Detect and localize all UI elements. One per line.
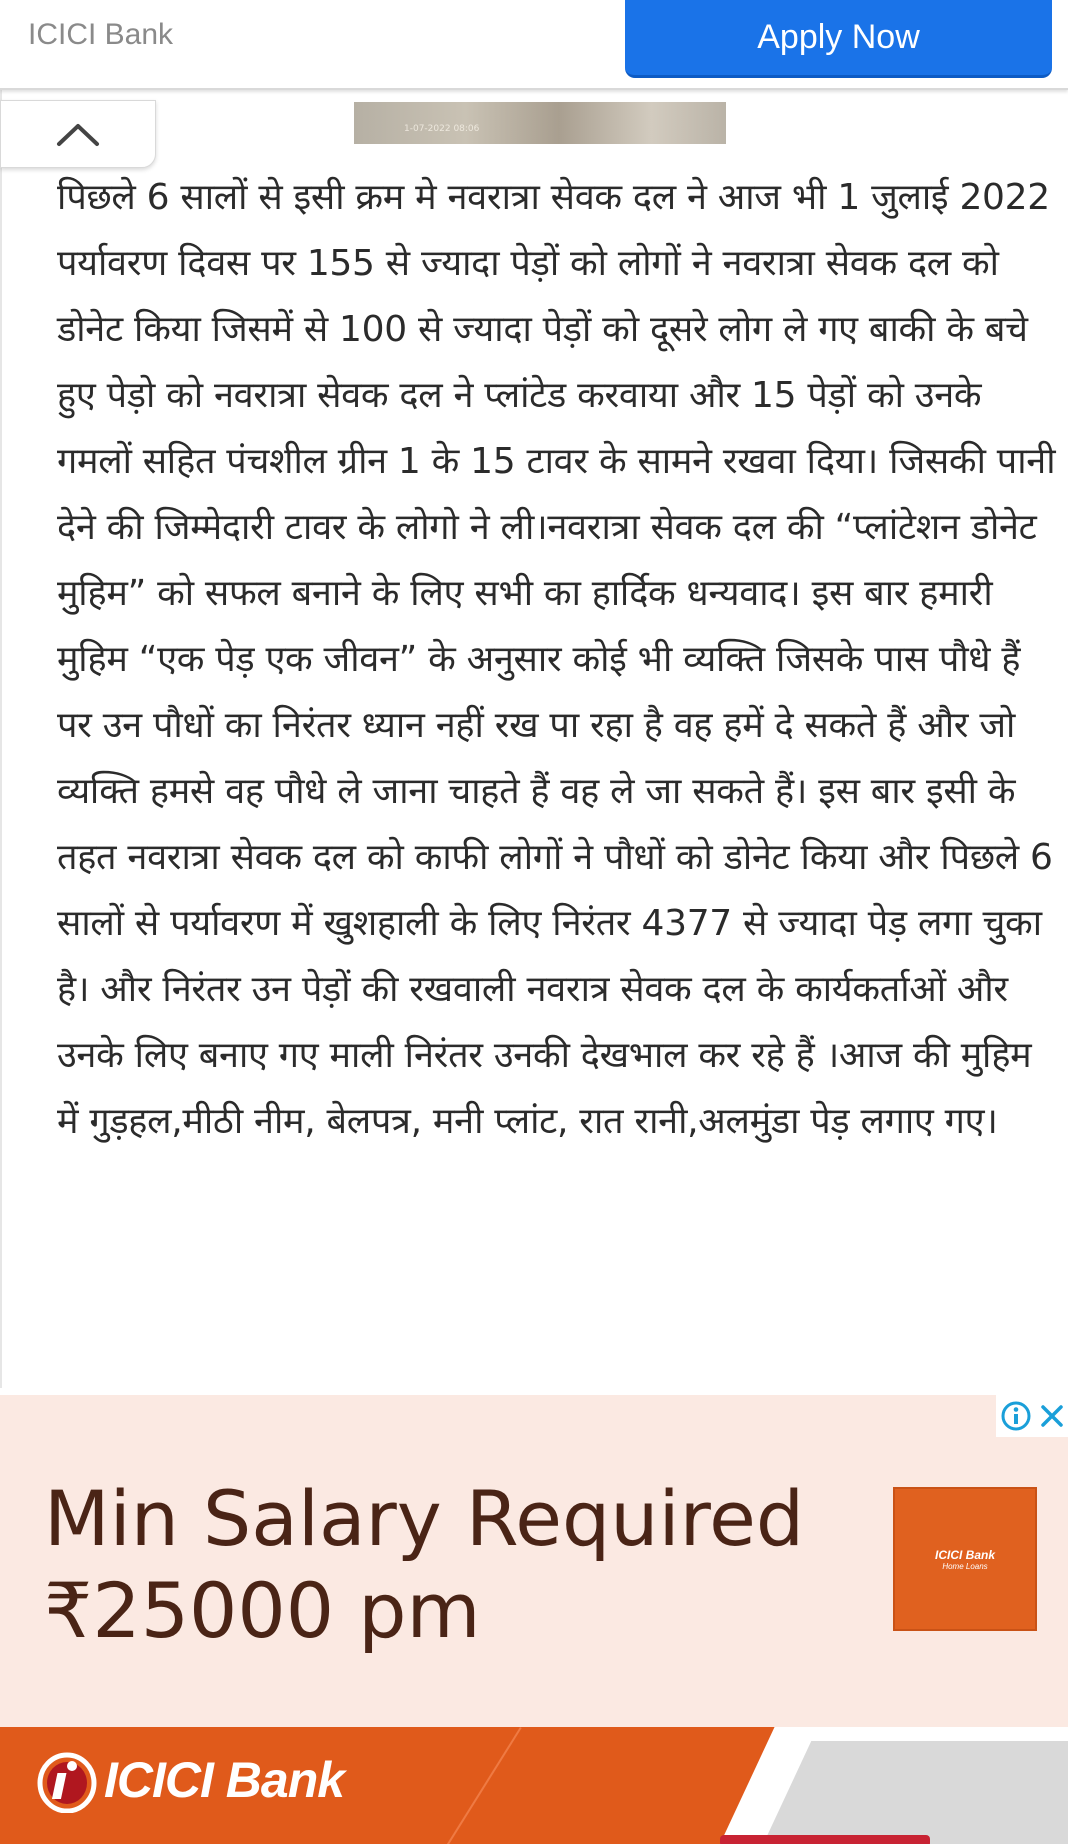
ad-choices[interactable] xyxy=(996,1395,1068,1437)
apply-now-button[interactable]: Apply Now xyxy=(625,0,1052,78)
ad-logo-brand: ICICI Bank xyxy=(934,1547,995,1562)
ad-logo-subtitle: Home Loans xyxy=(942,1561,988,1571)
ad-headline[interactable] xyxy=(44,1473,804,1657)
article xyxy=(0,88,1068,1388)
info-icon[interactable] xyxy=(1000,1400,1032,1432)
decorative-bar xyxy=(720,1835,930,1844)
icici-logo xyxy=(36,1747,344,1813)
ad-headline-line1: Min Salary Required xyxy=(44,1474,805,1563)
chevron-up-icon xyxy=(56,121,100,147)
decorative-image-block xyxy=(760,1741,1068,1844)
top-ad-banner[interactable] xyxy=(0,0,1068,90)
advertiser-name: ICICI Bank xyxy=(28,18,174,51)
article-photo xyxy=(354,102,726,144)
ad-headline-line2: ₹25000 pm xyxy=(44,1566,481,1655)
ad-logo[interactable] xyxy=(893,1487,1037,1631)
footer-brand-text: ICICI Bank xyxy=(104,1752,345,1808)
article-body-text: पिछले 6 सालों से इसी क्रम मे नवरात्रा सेवक दल ने आज भी 1 जुलाई 2022 पर्यावरण दिवस पर 155 से ज्यादा पेड़ों को लोगों ने नवरात्रा सेवक दल को डोनेट किया जिसमें से 100 से ज्यादा पेड़ों को दूसरे लोग ले गए बाकी के बचे हुए पेड़ो को नवरात्रा सेवक दल ने प्लांटेड करवाया और 15 पेड़ों को उनके गमलों सहित पंचशील ग्रीन 1 के 15 टावर के सामने रखवा दिया। जिसकी पानी देने की जिम्मेदारी टावर के लोगो ने ली।नवरात्रा सेवक दल की “प्लांटेशन डोनेट मुहिम” को सफल बनाने के लिए सभी का हार्दिक धन्यवाद। इस बार हमारी मुहिम “एक पेड़ एक जीवन” के अनुसार कोई भी व्यक्ति जिसके पास पौधे हैं पर उन पौधों का निरंतर ध्यान नहीं रख पा रहा है वह हमें दे सकते हैं और जो व्यक्ति हमसे वह पौधे ले जाना चाहते हैं वह ले जा सकते हैं। इस बार इसी के तहत नवरात्रा सेवक दल को काफी लोगों ने पौधों को डोनेट किया और पिछले 6 सालों से पर्यावरण में खुशहाली के लिए निरंतर 4377 से ज्यादा पेड़ लगा चुका है। और निरंतर उन पेड़ों की रखवाली नवरात्र सेवक दल के कार्यकर्ताओं और उनके लिए बनाए गए माली निरंतर उनकी देखभाल कर रहे हैं ।आज की मुहिम में गुड़हल,मीठी नीम, बेलपत्र, मनी प्लांट, रात रानी,अलमुंडा पेड़ लगाए गए। xyxy=(57,177,1056,1142)
photo-date-stamp: 1-07-2022 08:06 xyxy=(404,124,480,134)
collapse-ad-button[interactable] xyxy=(0,100,156,168)
bottom-ad-banner[interactable] xyxy=(0,1395,1068,1844)
ad-footer-band[interactable] xyxy=(0,1727,1068,1844)
decorative-line xyxy=(446,1727,522,1844)
icici-emblem-icon xyxy=(36,1747,98,1813)
close-icon[interactable] xyxy=(1039,1403,1065,1429)
